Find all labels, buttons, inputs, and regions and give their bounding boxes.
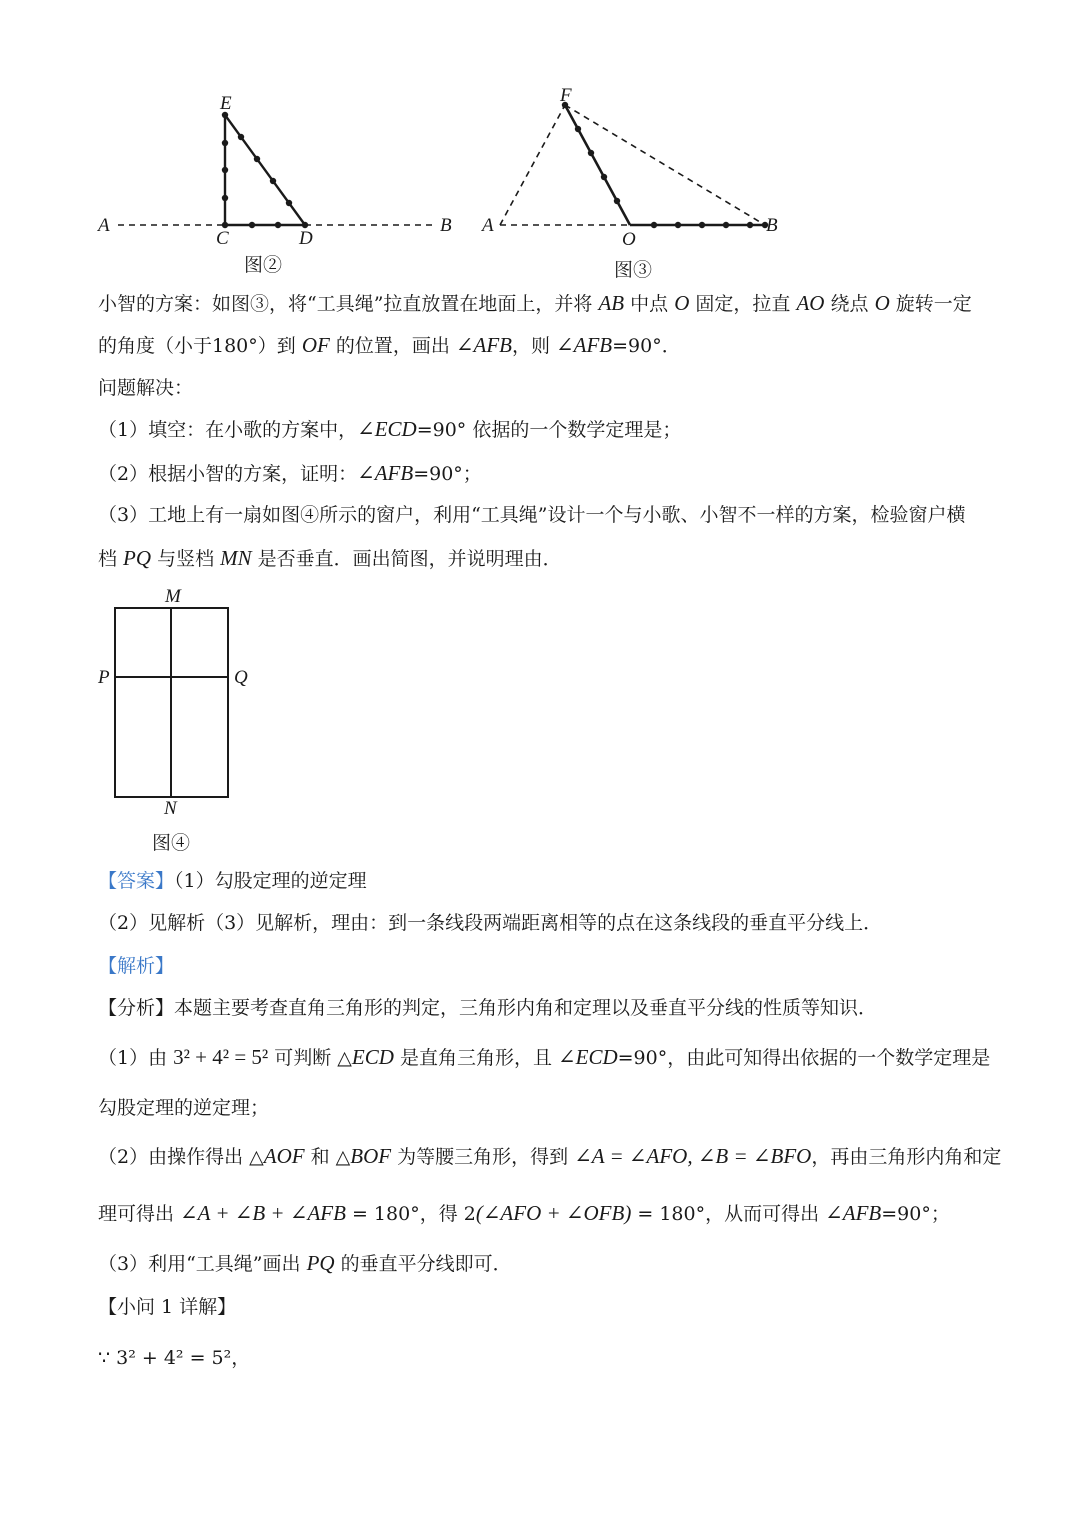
figure-2-caption: 图②: [244, 254, 283, 276]
sub-question-1-heading: 【小问 1 详解】: [98, 1296, 237, 1318]
answer-line-1: 【答案】（1）勾股定理的逆定理: [98, 870, 367, 892]
text-line-1: 小智的方案：如图③，将“工具绳”拉直放置在地面上，并将 AB 中点 O 固定，拉直 AO 绕点 O 旋转一定: [98, 291, 972, 315]
fig3-label-a: A: [482, 215, 494, 236]
fig2-label-c: C: [216, 228, 229, 249]
question-3-line-1: （3）工地上有一扇如图④所示的窗户，利用“工具绳”设计一个与小歌、小智不一样的方案，检验窗户横: [98, 504, 966, 526]
question-2: （2）根据小智的方案，证明：∠AFB=90°；: [98, 461, 482, 485]
answer-tag: 【答案】: [98, 870, 175, 892]
figure-4-window-diagram: [90, 580, 260, 820]
analysis-part-3: （3）利用“工具绳”画出 PQ 的垂直平分线即可．: [98, 1251, 512, 1275]
analysis-summary: 【分析】本题主要考查直角三角形的判定，三角形内角和定理以及垂直平分线的性质等知识．: [98, 997, 878, 1019]
fig4-label-m: M: [165, 586, 181, 607]
analysis-part-1-cont: 勾股定理的逆定理；: [98, 1097, 270, 1119]
answer-line-2: （2）见解析（3）见解析，理由：到一条线段两端距离相等的点在这条线段的垂直平分线上．: [98, 912, 883, 934]
fig3-line-af: [500, 105, 565, 225]
figure-3-caption: 图③: [614, 259, 653, 281]
fig4-label-n: N: [164, 798, 177, 819]
fig3-label-f: F: [560, 85, 572, 106]
sub-question-1-equation: ∵ 3² + 4² = 5²，: [98, 1347, 251, 1369]
fig3-label-b: B: [766, 215, 778, 236]
fig4-label-q: Q: [234, 667, 248, 688]
figure-4-caption: 图④: [152, 832, 191, 854]
analysis-part-2: （2）由操作得出 △AOF 和 △BOF 为等腰三角形，得到 ∠A = ∠AFO, ∠B = ∠BFO，再由三角形内角和定: [98, 1144, 1002, 1168]
figure-2-diagram: [90, 90, 470, 250]
question-1: （1）填空：在小歌的方案中，∠ECD=90° 依据的一个数学定理是；: [98, 417, 682, 441]
analysis-part-1: （1）由 3² + 4² = 5² 可判断 △ECD 是直角三角形，且 ∠ECD=90°，由此可知得出依据的一个数学定理是: [98, 1045, 991, 1069]
fig3-rope-fo: [565, 105, 630, 225]
question-3-line-2: 档 PQ 与竖档 MN 是否垂直．画出简图，并说明理由．: [98, 546, 562, 570]
fig2-label-e: E: [220, 93, 232, 114]
problem-solving-heading: 问题解决：: [98, 377, 194, 399]
analysis-part-2-cont: 理可得出 ∠A + ∠B + ∠AFB = 180°，得 2(∠AFO + ∠OFB) = 180°，从而可得出 ∠AFB=90°；: [98, 1201, 950, 1225]
fig3-line-fb: [565, 105, 765, 225]
fig2-side-ed: [225, 115, 305, 225]
text-line-2: 的角度（小于180°）到 OF 的位置，画出 ∠AFB，则 ∠AFB=90°．: [98, 333, 681, 357]
fig2-label-d: D: [299, 228, 313, 249]
figure-3-diagram: [470, 80, 800, 255]
analysis-tag: 【解析】: [98, 955, 175, 977]
fig4-label-p: P: [98, 667, 110, 688]
fig3-label-o: O: [622, 229, 636, 250]
fig2-label-a: A: [98, 215, 110, 236]
fig2-label-b: B: [440, 215, 452, 236]
